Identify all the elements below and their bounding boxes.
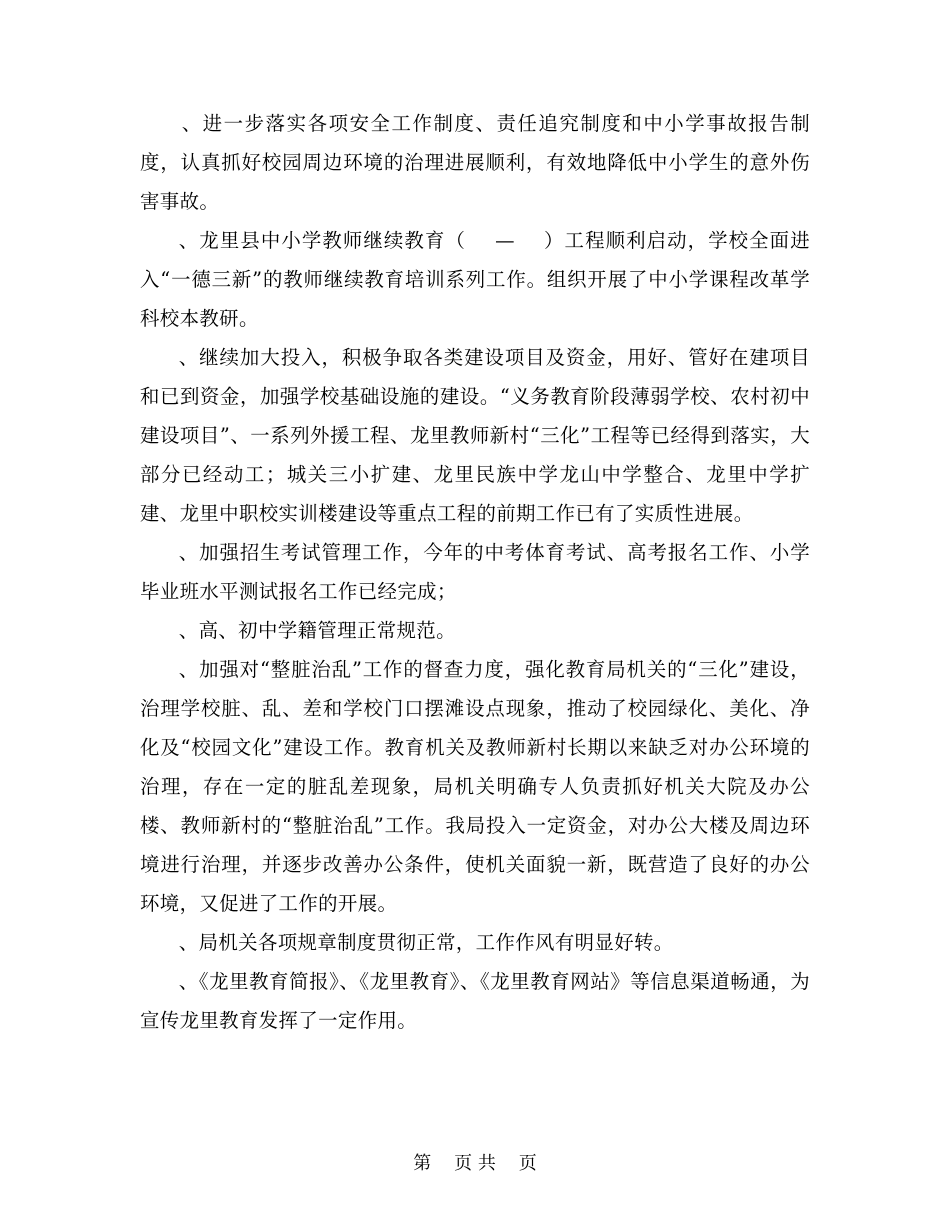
paragraph-bureau-rules: 、局机关各项规章制度贯彻正常，工作作风有明显好转。: [178, 931, 674, 954]
paragraph-investment-construction: 、继续加大投入，积极争取各类建设项目及资金，用好、管好在建项目和已到资金，加强学校基础设施的建设。“义务教育阶段薄弱学校、农村初中建设项目”、一系列外援工程、龙里教师新村“三化”工程等已经得到落实，大部分已经动工；城关三小扩建、龙里民族中学龙山中学整合、龙里中学扩建、龙里中职校实训楼建设等重点工程的前期工作已有了实质性进展。: [140, 346, 810, 525]
paragraph-continuing-education: 、龙里县中小学教师继续教育（ — ）工程顺利启动，学校全面进入“一德三新”的教师继续教育培训系列工作。组织开展了中小学课程改革学科校本教研。: [140, 229, 810, 330]
paragraph-student-records: 、高、初中学籍管理正常规范。: [178, 619, 456, 642]
paragraph-enrollment-exams: 、加强招生考试管理工作，今年的中考体育考试、高考报名工作、小学毕业班水平测试报名工作已经完成；: [140, 541, 810, 603]
paragraph-environment-governance: 、加强对“整脏治乱”工作的督查力度，强化教育局机关的“三化”建设，治理学校脏、乱、差和学校门口摆滩设点现象，推动了校园绿化、美化、净化及“校园文化”建设工作。教育机关及教师新村长期以来缺乏对办公环境的治理，存在一定的脏乱差现象，局机关明确专人负责抓好机关大院及办公楼、教师新村的“整脏治乱”工作。我局投入一定资金，对办公大楼及周边环境进行治理，并逐步改善办公条件，使机关面貌一新，既营造了良好的办公环境，又促进了工作的开展。: [140, 658, 810, 915]
paragraph-safety-system: 、进一步落实各项安全工作制度、责任追究制度和中小学事故报告制度，认真抓好校园周边环境的治理进展顺利，有效地降低中小学生的意外伤害事故。: [140, 112, 810, 213]
paragraph-information-channels: 、《龙里教育简报》、《龙里教育》、《龙里教育网站》等信息渠道畅通，为宣传龙里教育发挥了一定作用。: [140, 970, 810, 1032]
document-body: [140, 104, 810, 1040]
page-footer: 第 页 共 页: [413, 1153, 537, 1174]
